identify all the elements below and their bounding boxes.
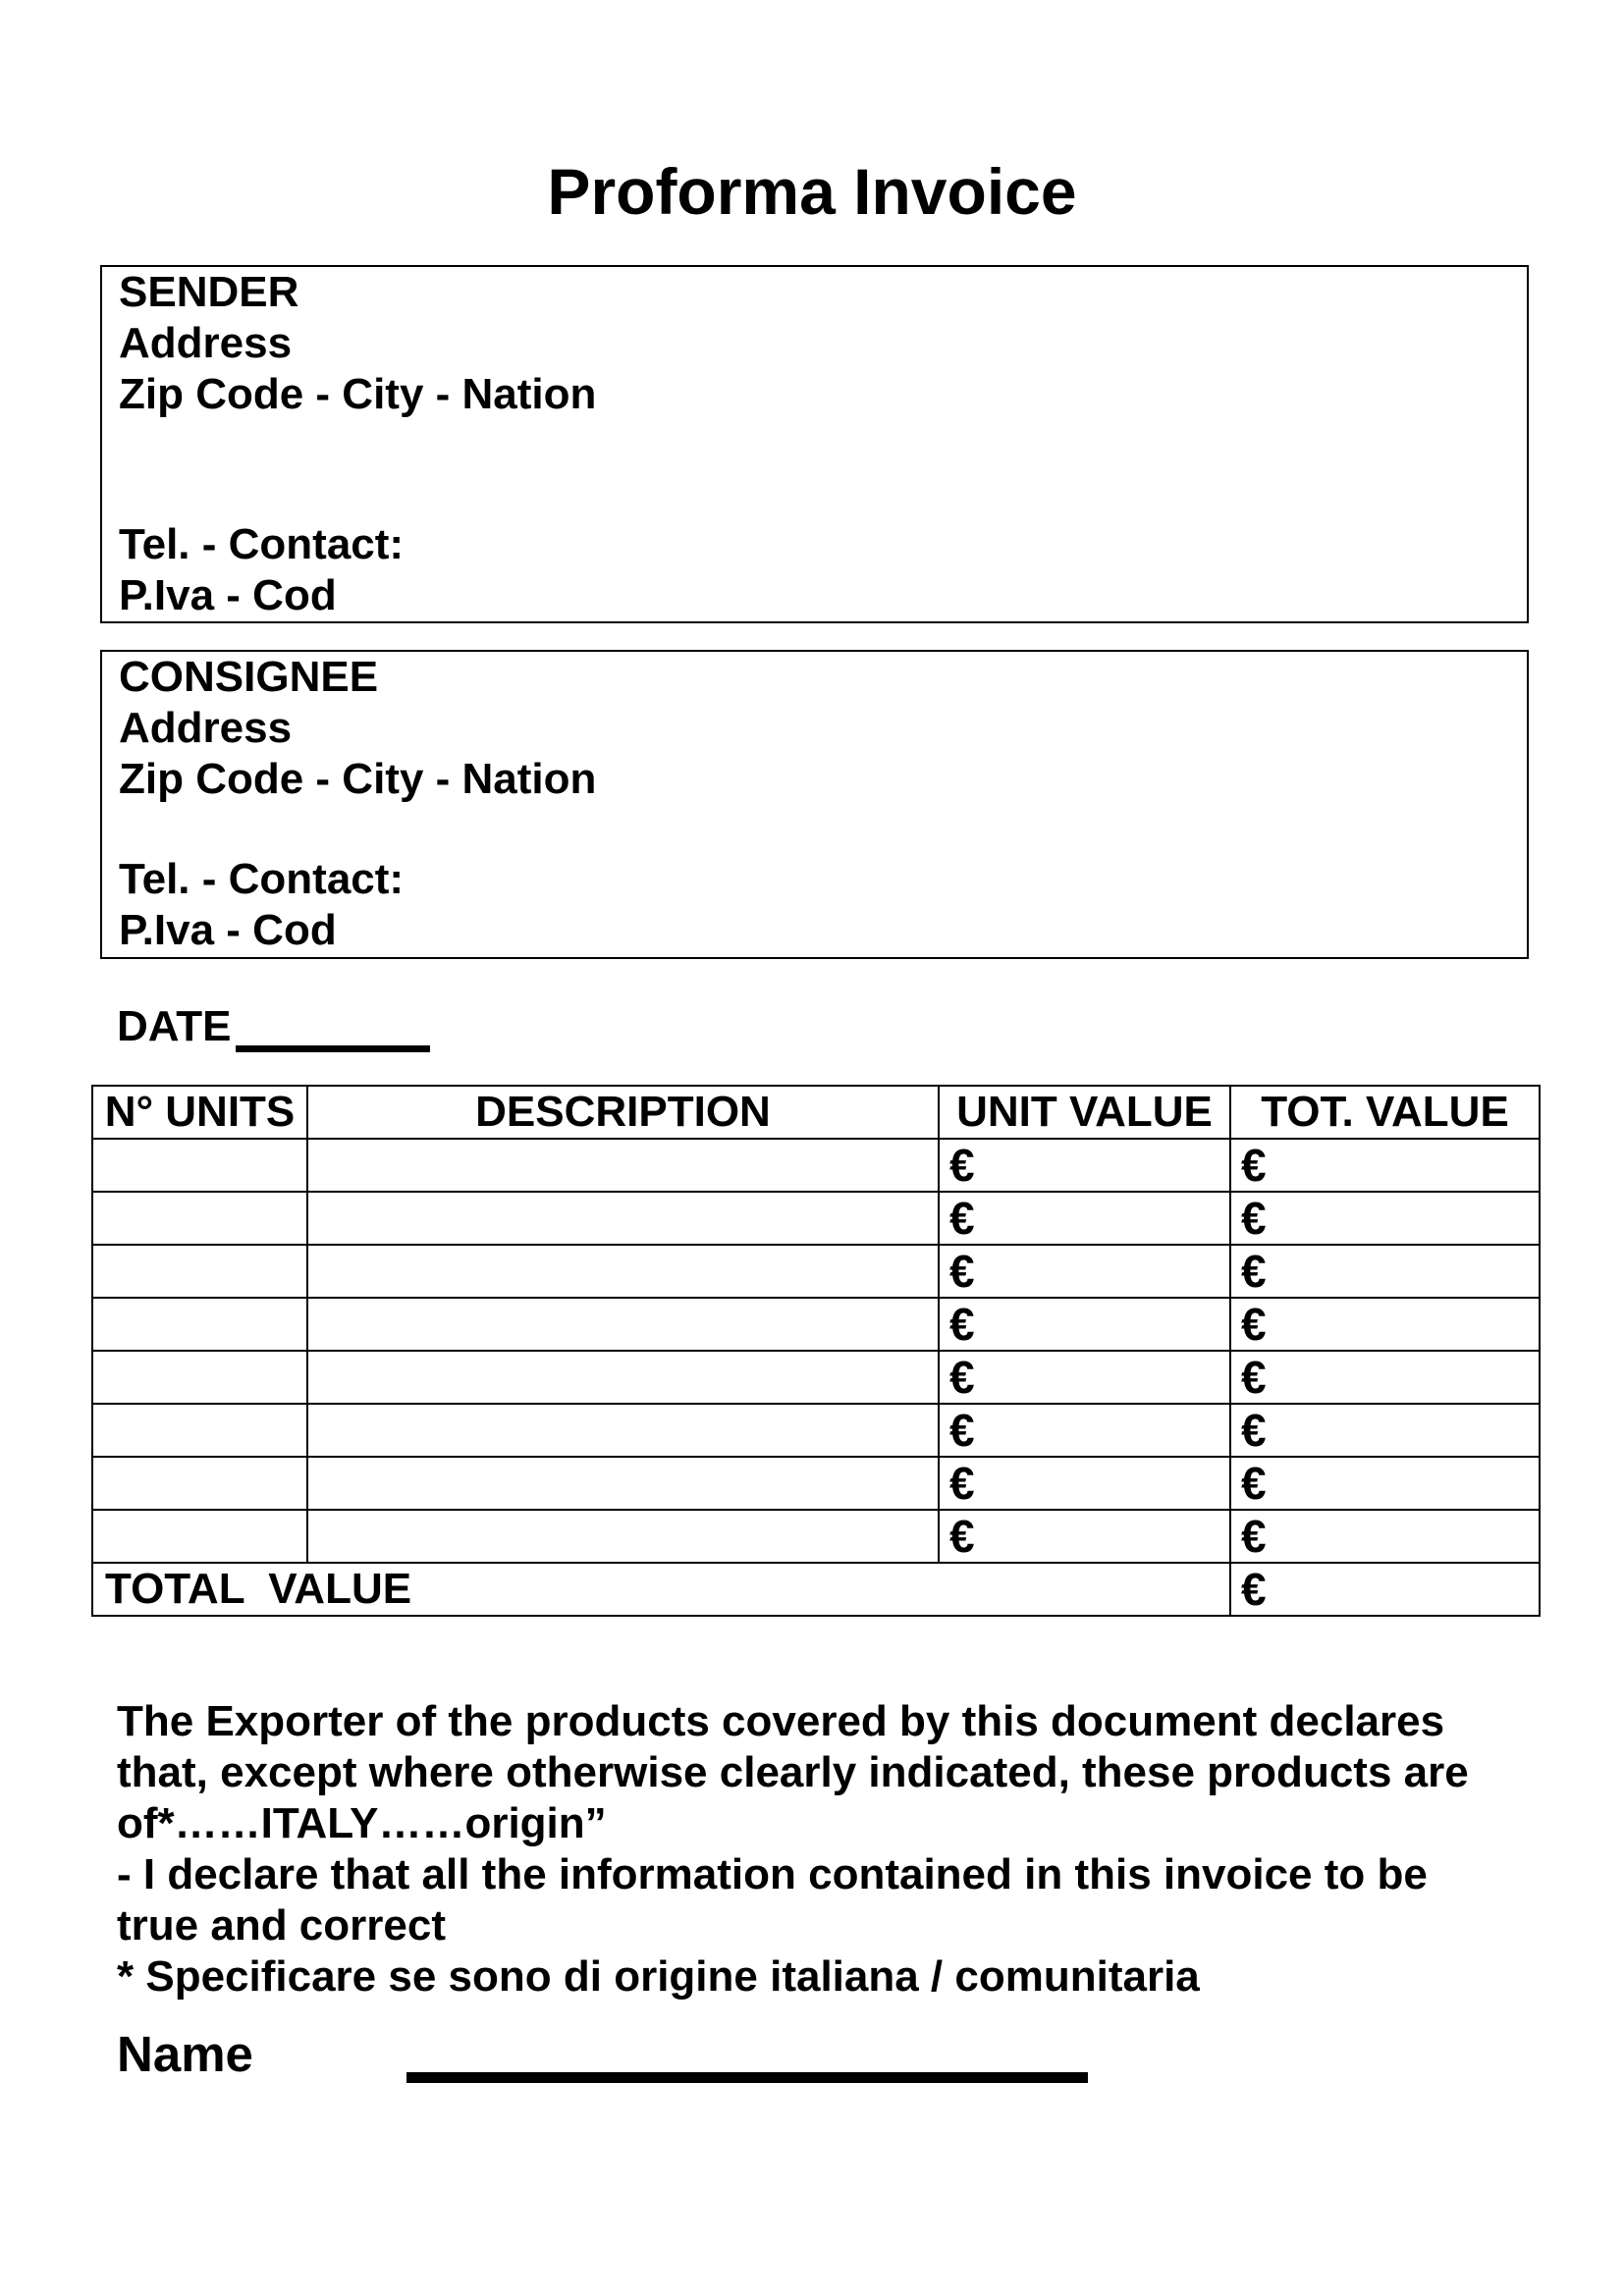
- declaration-line: * Specificare se sono di origine italiana / comunitaria: [117, 1952, 1200, 2001]
- tot-value-cell[interactable]: €: [1230, 1245, 1540, 1298]
- description-cell[interactable]: [307, 1139, 939, 1192]
- date-field-line[interactable]: [236, 1045, 430, 1052]
- tot-value-cell[interactable]: €: [1230, 1192, 1540, 1245]
- units-cell[interactable]: [92, 1457, 307, 1510]
- units-cell[interactable]: [92, 1404, 307, 1457]
- units-cell[interactable]: [92, 1298, 307, 1351]
- table-row: [92, 1139, 1540, 1192]
- sender-address: Address: [119, 319, 293, 367]
- units-cell[interactable]: [92, 1245, 307, 1298]
- sender-name: SENDER: [119, 268, 299, 316]
- units-cell[interactable]: [92, 1192, 307, 1245]
- description-cell[interactable]: [307, 1404, 939, 1457]
- sender-piva: P.Iva - Cod: [119, 571, 337, 619]
- unit-value-cell[interactable]: €: [939, 1457, 1230, 1510]
- description-cell[interactable]: [307, 1457, 939, 1510]
- name-signature-line[interactable]: [406, 2072, 1088, 2083]
- table-row: [92, 1510, 1540, 1563]
- declaration-text: [117, 1696, 1531, 2002]
- declaration-line: The Exporter of the products covered by this document declares: [117, 1697, 1445, 1745]
- table-row: [92, 1298, 1540, 1351]
- consignee-piva: P.Iva - Cod: [119, 906, 337, 954]
- tot-value-cell[interactable]: €: [1230, 1457, 1540, 1510]
- tot-value-cell[interactable]: €: [1230, 1404, 1540, 1457]
- table-row: [92, 1457, 1540, 1510]
- unit-value-cell[interactable]: €: [939, 1192, 1230, 1245]
- units-cell[interactable]: [92, 1510, 307, 1563]
- table-row: [92, 1351, 1540, 1404]
- consignee-name: CONSIGNEE: [119, 653, 379, 701]
- consignee-zip-city: Zip Code - City - Nation: [119, 755, 597, 803]
- sender-tel: Tel. - Contact:: [119, 520, 405, 568]
- table-row: [92, 1192, 1540, 1245]
- declaration-line: - I declare that all the information contained in this invoice to be: [117, 1850, 1428, 1898]
- name-label: Name: [117, 2026, 253, 2082]
- consignee-tel: Tel. - Contact:: [119, 855, 405, 903]
- header-units: N° UNITS: [92, 1086, 307, 1139]
- table-row: [92, 1404, 1540, 1457]
- document-title: Proforma Invoice: [547, 155, 1077, 228]
- unit-value-cell[interactable]: €: [939, 1404, 1230, 1457]
- declaration-line: true and correct: [117, 1901, 446, 1949]
- tot-value-cell[interactable]: €: [1230, 1510, 1540, 1563]
- tot-value-cell[interactable]: €: [1230, 1298, 1540, 1351]
- declaration-line: that, except where otherwise clearly indicated, these products are: [117, 1748, 1469, 1796]
- header-unit-value: UNIT VALUE: [939, 1086, 1230, 1139]
- header-description: DESCRIPTION: [307, 1086, 939, 1139]
- unit-value-cell[interactable]: €: [939, 1510, 1230, 1563]
- table-row: [92, 1245, 1540, 1298]
- consignee-address: Address: [119, 704, 293, 752]
- unit-value-cell[interactable]: €: [939, 1245, 1230, 1298]
- description-cell[interactable]: [307, 1245, 939, 1298]
- unit-value-cell[interactable]: €: [939, 1351, 1230, 1404]
- items-table: [91, 1085, 1541, 1617]
- units-cell[interactable]: [92, 1139, 307, 1192]
- declaration-line: of*……ITALY……origin”: [117, 1799, 607, 1847]
- header-tot-value: TOT. VALUE: [1230, 1086, 1540, 1139]
- unit-value-cell[interactable]: €: [939, 1139, 1230, 1192]
- tot-value-cell[interactable]: €: [1230, 1139, 1540, 1192]
- unit-value-cell[interactable]: €: [939, 1298, 1230, 1351]
- description-cell[interactable]: [307, 1510, 939, 1563]
- table-header-row: [92, 1086, 1540, 1139]
- consignee-box: [100, 650, 1529, 959]
- description-cell[interactable]: [307, 1192, 939, 1245]
- units-cell[interactable]: [92, 1351, 307, 1404]
- date-label: DATE: [117, 1002, 232, 1050]
- total-value-label: TOTAL VALUE: [92, 1563, 1230, 1616]
- total-row: [92, 1563, 1540, 1616]
- sender-zip-city: Zip Code - City - Nation: [119, 370, 597, 418]
- total-value-cell[interactable]: €: [1230, 1563, 1540, 1616]
- description-cell[interactable]: [307, 1351, 939, 1404]
- description-cell[interactable]: [307, 1298, 939, 1351]
- tot-value-cell[interactable]: €: [1230, 1351, 1540, 1404]
- sender-box: [100, 265, 1529, 623]
